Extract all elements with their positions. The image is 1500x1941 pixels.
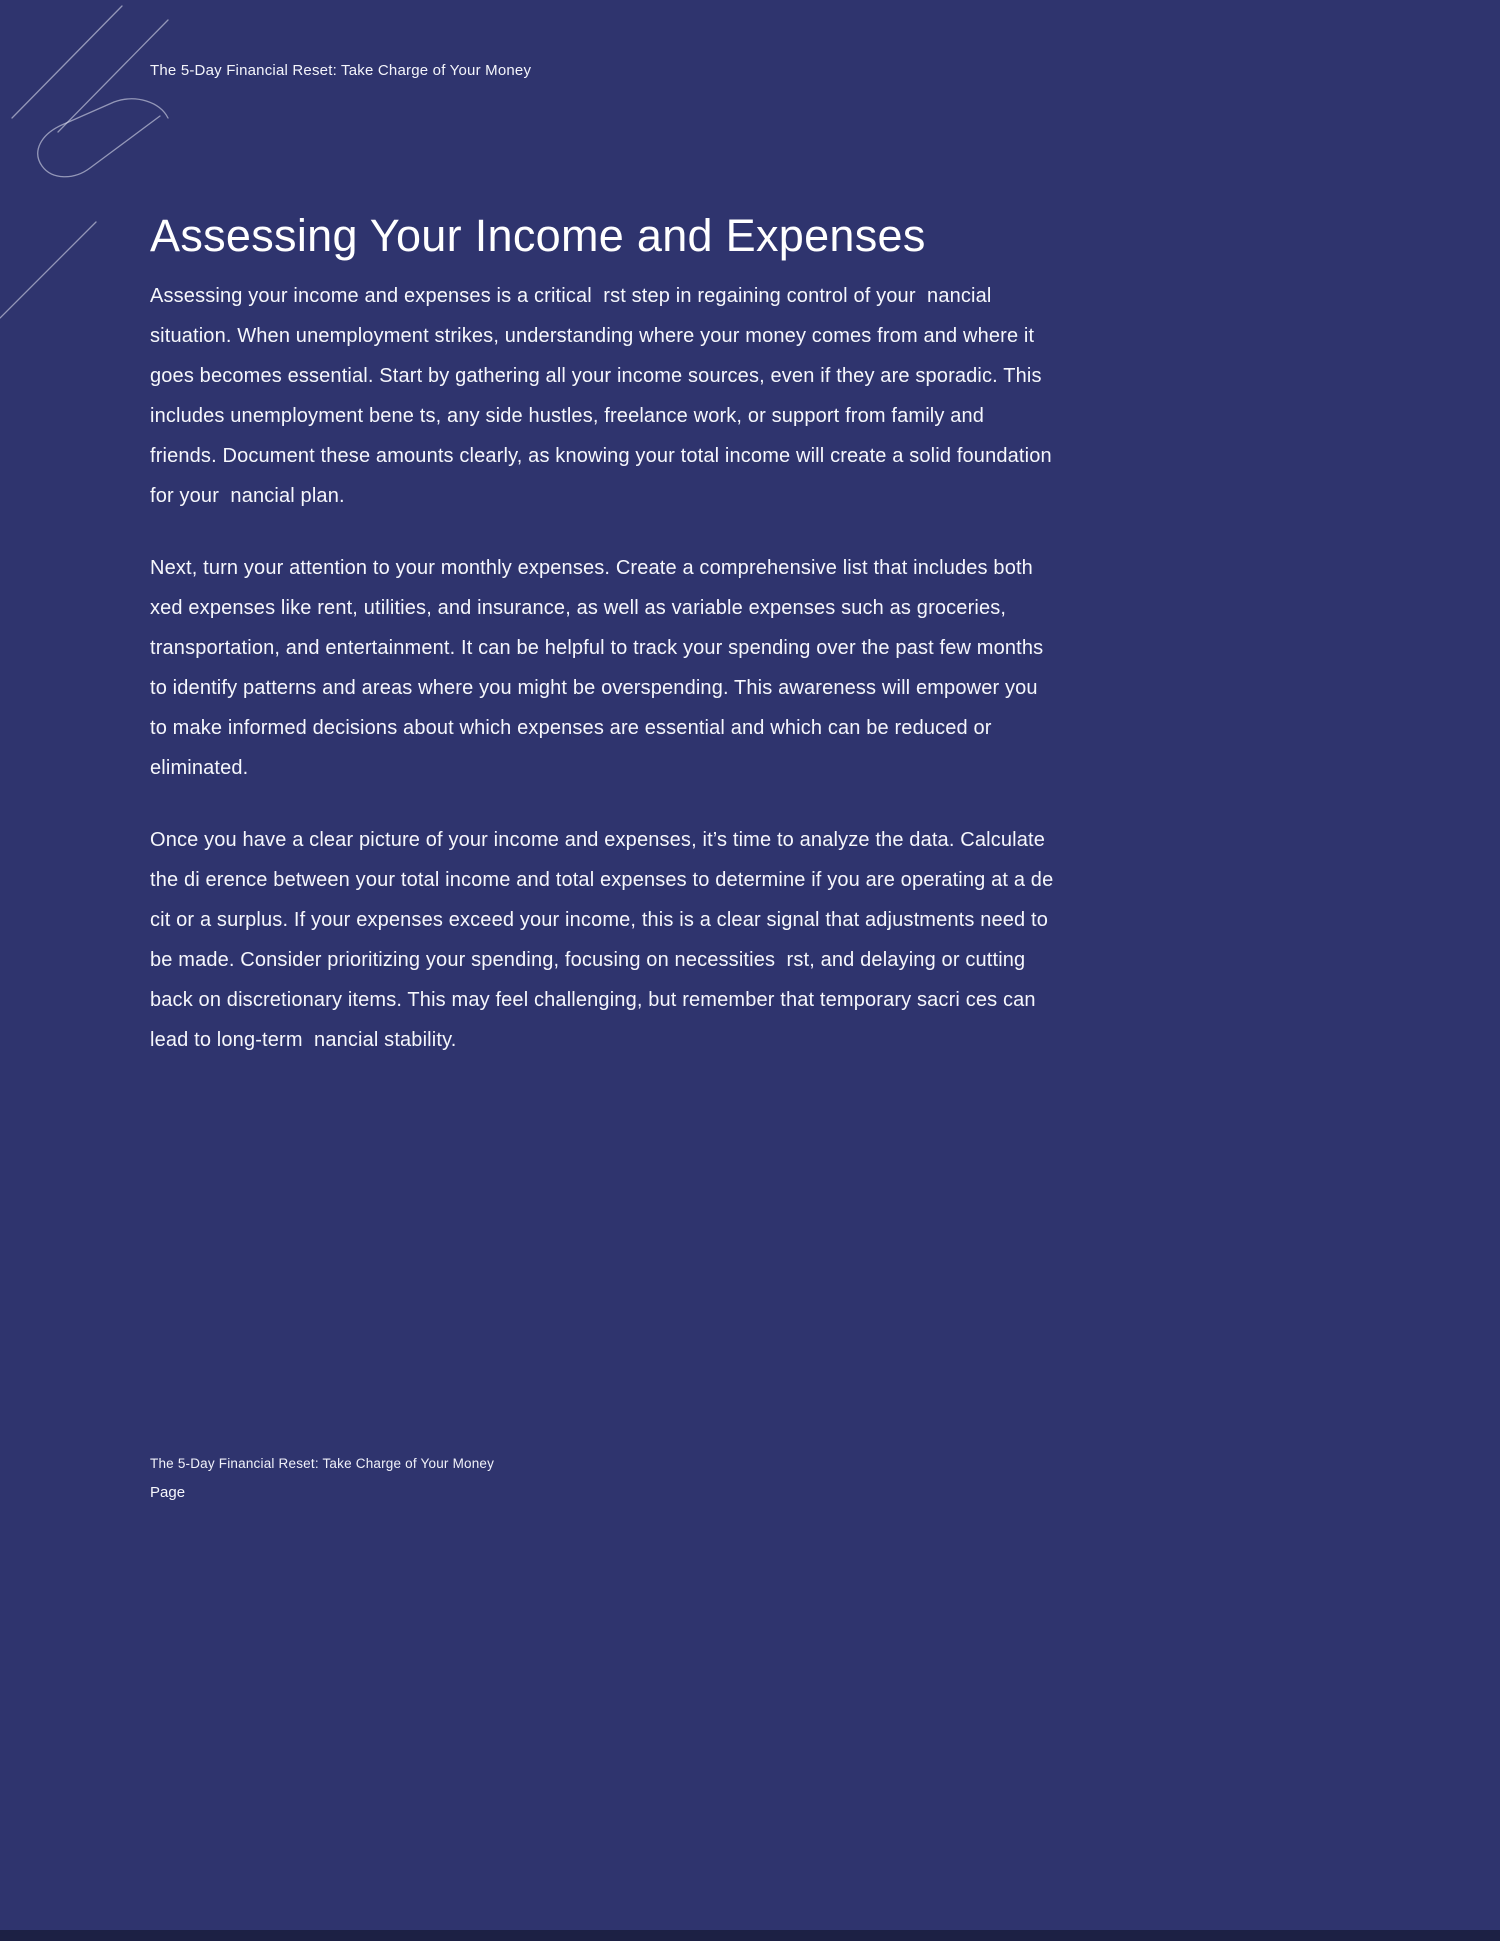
page-bottom-edge (0, 1930, 1500, 1941)
article-paragraph-3: Once you have a clear picture of your income and expenses, it’s time to analyze the data. Calculate the di erence between your total income and total expenses to determine if you are operating at a de cit or a surplus. If your expenses exceed your income, this is a clear signal that adjustments need to be made. Consider prioritizing your spending, focusing on necessities rst, and delaying or cutting back on discretionary items. This may feel challenging, but remember that temporary sacri ces can lead to long-term nancial stability. (150, 829, 1060, 1051)
footer-page-label: Page (150, 1484, 186, 1501)
page-header-title: The 5-Day Financial Reset: Take Charge of Your Money (150, 62, 532, 79)
article-paragraph-1: Assessing your income and expenses is a critical rst step in regaining control of your nancial situation. When unemployment strikes, understanding where your money comes from and where it goes becomes essential. Start by gathering all your income sources, even if they are sporadic. This includes unemployment bene ts, any side hustles, freelance work, or support from family and friends. Document these amounts clearly, as knowing your total income will create a solid foundation for your nancial plan. (150, 285, 1058, 507)
footer-title: The 5-Day Financial Reset: Take Charge of Your Money (150, 1456, 495, 1471)
page-footer (150, 1456, 494, 1501)
article-heading: Assessing Your Income and Expenses (150, 210, 926, 261)
article-paragraph-2: Next, turn your attention to your monthly expenses. Create a comprehensive list that includes both xed expenses like rent, utilities, and insurance, as well as variable expenses such as groceries, transportation, and entertainment. It can be helpful to track your spending over the past few months to identify patterns and areas where you might be overspending. This awareness will empower you to make informed decisions about which expenses are essential and which can be reduced or eliminated. (150, 557, 1050, 779)
article-content (150, 210, 1060, 1092)
